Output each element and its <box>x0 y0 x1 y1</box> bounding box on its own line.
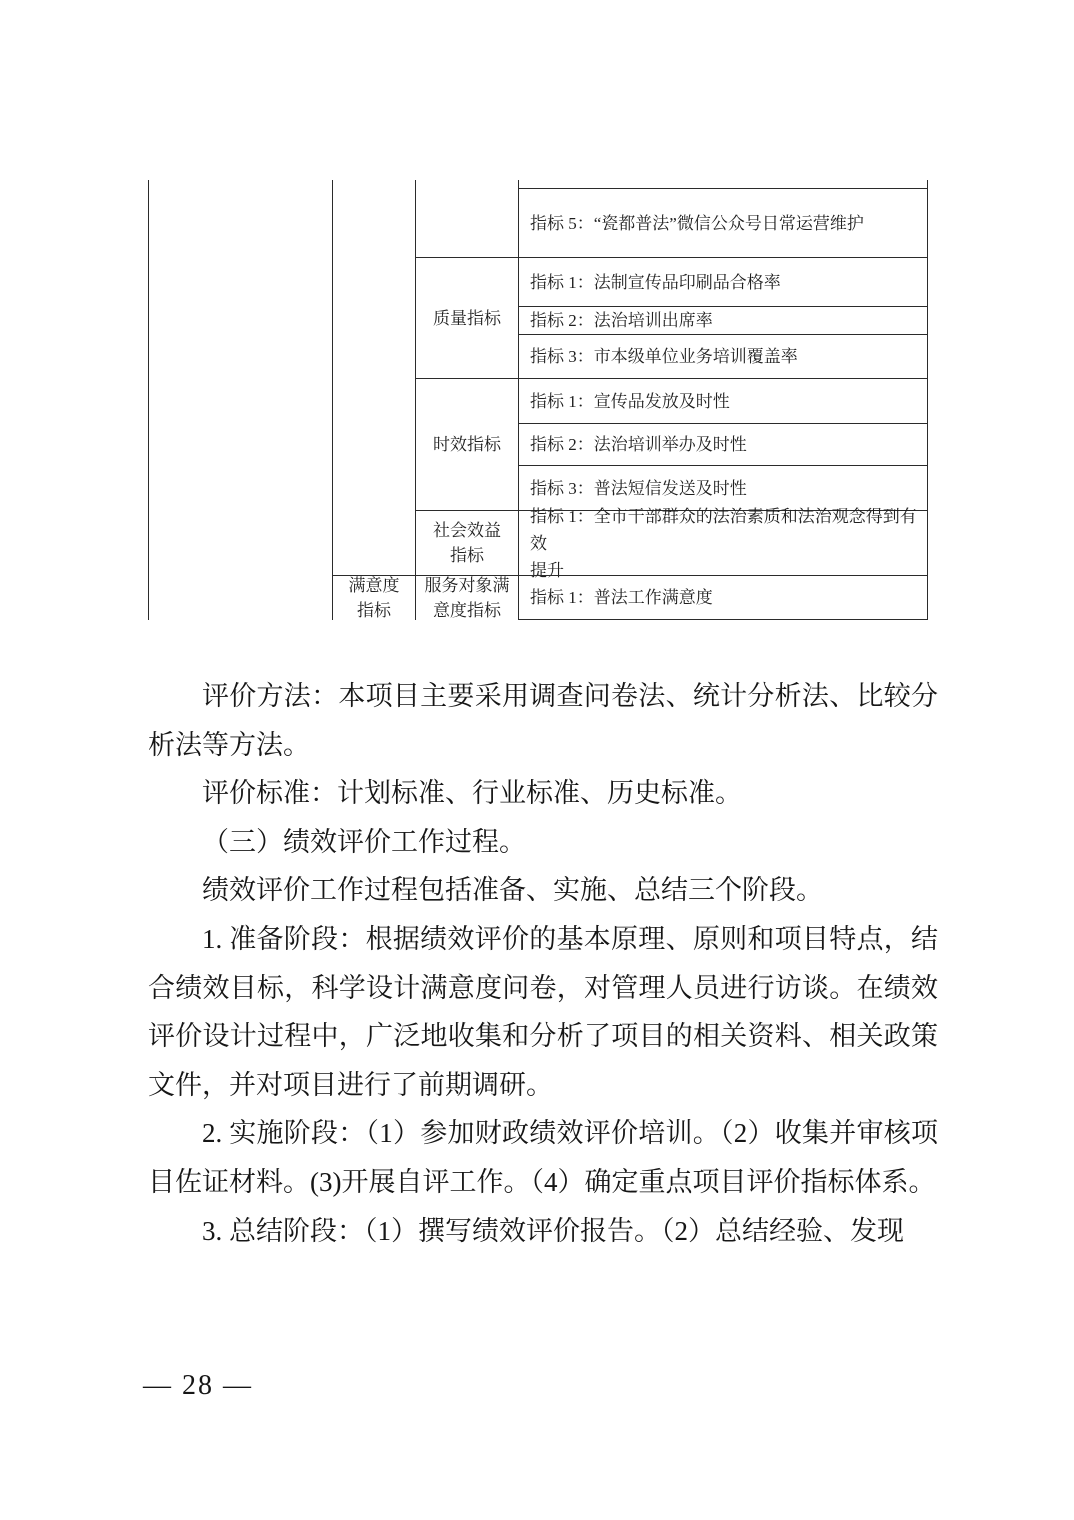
timeliness-label-cell: 时效指标 <box>415 378 518 510</box>
indicator-table <box>148 180 928 620</box>
paragraph-implementation-stage: 2. 实施阶段：（1）参加财政绩效评价培训。（2）收集并审核项目佐证材料。(3)开展自评工作。（4）确定重点项目评价指标体系。 <box>148 1118 938 1197</box>
footer-page-number: — 28 — <box>143 1370 253 1401</box>
quality-indicator-2-cell: 指标 2：法治培训出席率 <box>518 306 928 334</box>
empty-category-column-cell <box>332 180 415 575</box>
indicator5-cell: 指标 5：“瓷都普法”微信公众号日常运营维护 <box>518 188 928 257</box>
quality-label-cell: 质量指标 <box>415 257 518 378</box>
empty-subcategory-cell <box>415 180 518 257</box>
satisfaction-category-cell: 满意度 指标 <box>332 575 415 620</box>
quality-indicator-1-cell: 指标 1：法制宣传品印刷品合格率 <box>518 257 928 306</box>
paragraph-evaluation-methods: 评价方法：本项目主要采用调查问卷法、统计分析法、比较分析法等方法。 <box>148 681 938 760</box>
paragraph-section-heading: （三）绩效评价工作过程。 <box>202 826 526 857</box>
service-satisfaction-label-cell: 服务对象满 意度指标 <box>415 575 518 620</box>
timeliness-indicator-2-cell: 指标 2：法治培训举办及时性 <box>518 423 928 465</box>
timeliness-indicator-3-cell: 指标 3：普法短信发送及时性 <box>518 465 928 510</box>
social-benefit-label-cell: 社会效益 指标 <box>415 510 518 575</box>
carryover-sliver-cell <box>518 180 928 188</box>
body-text <box>148 672 938 1255</box>
paragraph-preparation-stage: 1. 准备阶段：根据绩效评价的基本原理、原则和项目特点，结合绩效目标，科学设计满意度问卷，对管理人员进行访谈。在绩效评价设计过程中，广泛地收集和分析了项目的相关资料、相关政策文件，并对项目进行了前期调研。 <box>148 923 938 1100</box>
paragraph-process-overview: 绩效评价工作过程包括准备、实施、总结三个阶段。 <box>202 875 823 906</box>
quality-indicator-3-cell: 指标 3：市本级单位业务培训覆盖率 <box>518 334 928 378</box>
paragraph-evaluation-standards: 评价标准：计划标准、行业标准、历史标准。 <box>202 778 742 809</box>
timeliness-indicator-1-cell: 指标 1：宣传品发放及时性 <box>518 378 928 423</box>
satisfaction-indicator-cell: 指标 1：普法工作满意度 <box>518 575 928 620</box>
paragraph-summary-stage: 3. 总结阶段：（1）撰写绩效评价报告。（2）总结经验、发现 <box>202 1215 904 1246</box>
social-indicator-cell: 指标 1：全市干部群众的法治素质和法治观念得到有效 提升 <box>518 510 928 575</box>
empty-left-column-cell <box>148 180 332 620</box>
